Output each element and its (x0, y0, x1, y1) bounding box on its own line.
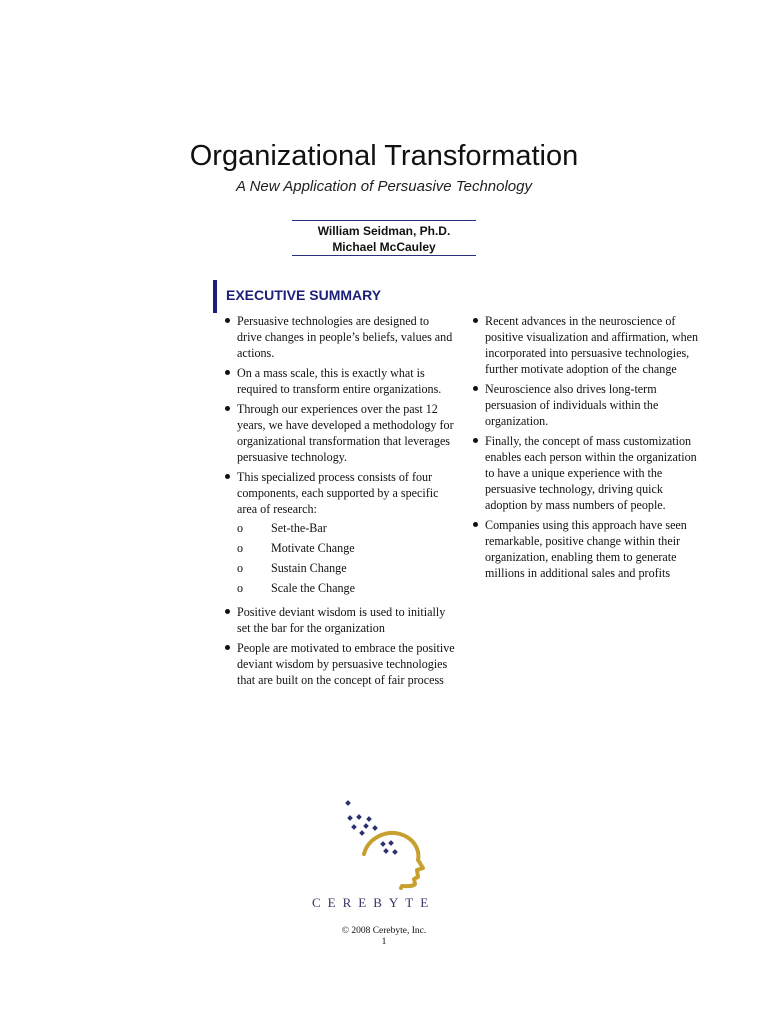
bullet-icon (473, 318, 478, 323)
component-item (237, 580, 456, 600)
bullet-text: Positive deviant wisdom is used to initially set the bar for the organization (237, 605, 446, 635)
bullet-icon (225, 645, 230, 650)
page-footer (0, 926, 768, 948)
bullet-icon (225, 474, 230, 479)
summary-bullet (472, 433, 704, 513)
author-block (292, 220, 476, 256)
sub-bullet-icon: o (237, 581, 244, 595)
bullet-text: Finally, the concept of mass customization enables each person within the organization to have a unique experience with the persuasive technology, driving quick adoption by mass numbers of people. (485, 434, 697, 512)
summary-bullet (224, 401, 456, 465)
copyright-notice: © 2008 Cerebyte, Inc. (341, 926, 427, 936)
bullet-icon (473, 522, 478, 527)
summary-bullet (224, 604, 456, 636)
component-label: Set-the-Bar (271, 521, 327, 535)
bullet-text: Recent advances in the neuroscience of positive visualization and affirmation, when incorporated into persuasive technologies, further motivate adoption of the change (485, 314, 699, 376)
section-accent-bar (213, 280, 217, 313)
summary-column-right (472, 313, 704, 585)
bullet-icon (225, 370, 230, 375)
bullet-icon (225, 406, 230, 411)
author-name: William Seidman, Ph.D. (317, 224, 451, 238)
sub-bullet-icon: o (237, 541, 244, 555)
summary-column-left (224, 313, 456, 692)
component-item (237, 540, 456, 560)
summary-bullet (224, 365, 456, 397)
sub-bullet-icon: o (237, 521, 244, 535)
component-item (237, 520, 456, 540)
bullet-icon (473, 386, 478, 391)
author-name: Michael McCauley (332, 240, 436, 254)
bullet-text: Persuasive technologies are designed to drive changes in people’s beliefs, values and actions. (237, 314, 453, 360)
bullet-text: Companies using this approach have seen remarkable, positive change within their organization, enabling them to generate millions in additional sales and profits (485, 518, 687, 580)
summary-bullet (224, 469, 456, 600)
bullet-icon (225, 609, 230, 614)
summary-bullet (224, 313, 456, 361)
component-list (237, 520, 456, 600)
bullet-icon (473, 438, 478, 443)
sub-bullet-icon: o (237, 561, 244, 575)
bullet-text: People are motivated to embrace the positive deviant wisdom by persuasive technologies that are built on the concept of fair process (237, 641, 455, 687)
bullet-text: Through our experiences over the past 12 years, we have developed a methodology for organizational transformation that leverages persuasive technology. (237, 402, 454, 464)
document-title: Organizational Transformation (189, 140, 579, 172)
page-number: 1 (381, 937, 387, 947)
bullet-text: This specialized process consists of four components, each supported by a specific area of research: (237, 470, 439, 516)
summary-bullet (472, 517, 704, 581)
bullet-text: On a mass scale, this is exactly what is required to transform entire organizations. (237, 366, 442, 396)
component-label: Scale the Change (271, 581, 355, 595)
head-profile-logo-icon (320, 798, 460, 898)
logo-wordmark: CEREBYTE (312, 895, 436, 910)
section-heading: EXECUTIVE SUMMARY (226, 287, 382, 303)
bullet-text: Neuroscience also drives long-term persuasion of individuals within the organization. (485, 382, 659, 428)
summary-bullet (472, 313, 704, 377)
component-item (237, 560, 456, 580)
summary-bullet (472, 381, 704, 429)
bullet-icon (225, 318, 230, 323)
component-label: Sustain Change (271, 561, 347, 575)
summary-bullet (224, 640, 456, 688)
component-label: Motivate Change (271, 541, 355, 555)
document-subtitle: A New Application of Persuasive Technology (235, 178, 532, 195)
